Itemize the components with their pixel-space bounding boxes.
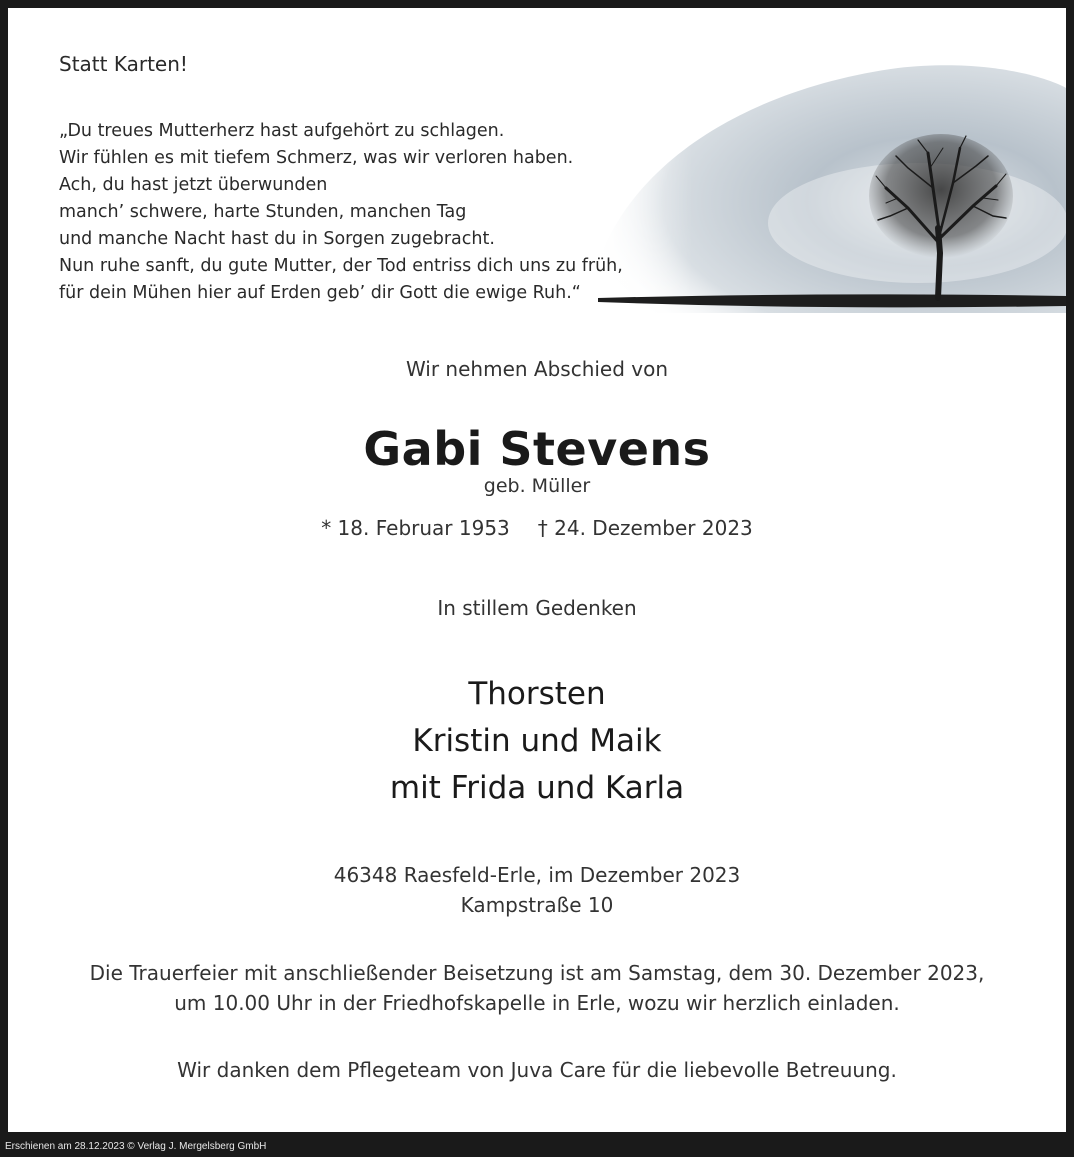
address-line: Kampstraße 10: [460, 893, 614, 917]
farewell-intro: Wir nehmen Abschied von: [405, 357, 669, 381]
poem: [59, 118, 623, 307]
poem-line: „Du treues Mutterherz hast aufgehört zu schlagen.: [59, 121, 505, 141]
poem-line: Nun ruhe sanft, du gute Mutter, der Tod entriss dich uns zu früh,: [59, 256, 623, 276]
mourner-line: mit Frida und Karla: [389, 770, 685, 806]
remembrance-intro: In stillem Gedenken: [437, 596, 637, 620]
mourner-line: Kristin und Maik: [412, 723, 662, 759]
poem-line: und manche Nacht hast du in Sorgen zugebracht.: [59, 229, 495, 249]
poem-line: manch’ schwere, harte Stunden, manchen Tag: [59, 202, 467, 222]
mourner-line: Thorsten: [468, 676, 606, 712]
life-dates: [8, 516, 1066, 540]
tree-landscape-icon: [568, 48, 1066, 323]
address-block: [8, 860, 1066, 920]
birth-date: * 18. Februar 1953: [321, 516, 510, 540]
deceased-name: Gabi Stevens: [363, 422, 711, 476]
poem-line: Wir fühlen es mit tiefem Schmerz, was wir verloren haben.: [59, 148, 574, 168]
funeral-line: um 10.00 Uhr in der Friedhofskapelle in Erle, wozu wir herzlich einladen.: [174, 991, 900, 1015]
poem-line: für dein Mühen hier auf Erden geb’ dir Gott die ewige Ruh.“: [59, 283, 581, 303]
death-date: † 24. Dezember 2023: [537, 516, 753, 540]
obituary-card: [8, 8, 1066, 1132]
address-line: 46348 Raesfeld-Erle, im Dezember 2023: [333, 863, 741, 887]
maiden-name: geb. Müller: [483, 475, 591, 497]
mourners-list: [8, 671, 1066, 812]
funeral-line: Die Trauerfeier mit anschließender Beisetzung ist am Samstag, dem 30. Dezember 2023,: [89, 961, 985, 985]
intro-text: Statt Karten!: [59, 52, 188, 76]
funeral-notice: [8, 958, 1066, 1018]
thanks-note: Wir danken dem Pflegeteam von Juva Care für die liebevolle Betreuung.: [177, 1058, 897, 1082]
poem-line: Ach, du hast jetzt überwunden: [59, 175, 328, 195]
publication-footer: Erschienen am 28.12.2023 © Verlag J. Mergelsberg GmbH: [5, 1141, 267, 1152]
